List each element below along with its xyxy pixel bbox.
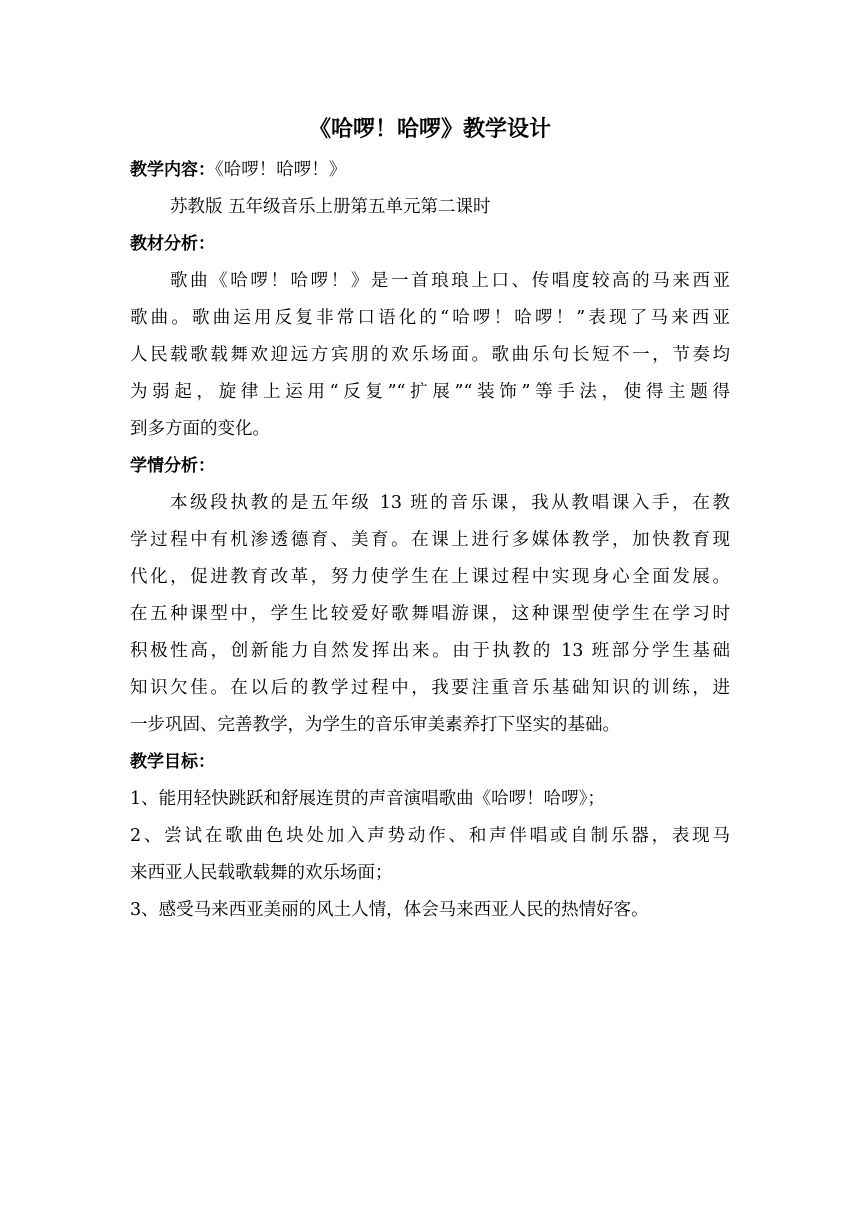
students-paragraph [130, 485, 730, 744]
analysis-line: 歌曲《哈啰！哈啰！》是一首琅琅上口、传唱度较高的马来西亚 [170, 271, 730, 291]
goals-heading: 教学目标： [130, 752, 215, 772]
document-title: 《哈啰！哈啰》教学设计 [308, 117, 551, 142]
students-heading: 学情分析： [130, 456, 215, 476]
students-line: 积极性高，创新能力自然发挥出来。由于执教的 13 班部分学生基础 [130, 641, 730, 661]
goal-item-1: 1、能用轻快跳跃和舒展连贯的声音演唱歌曲《哈啰！哈啰》； [130, 789, 605, 809]
analysis-line: 歌曲。歌曲运用反复非常口语化的“哈啰！哈啰！”表现了马来西亚 [130, 308, 730, 328]
students-line: 一步巩固、完善教学，为学生的音乐审美素养打下坚实的基础。 [130, 715, 620, 735]
teaching-content-line [130, 152, 730, 189]
goal-item-3: 3、感受马来西亚美丽的风土人情，体会马来西亚人民的热情好客。 [130, 900, 649, 920]
students-line: 知识欠佳。在以后的教学过程中，我要注重音乐基础知识的训练，进 [130, 678, 730, 698]
teaching-content-label: 教学内容： [130, 160, 215, 180]
analysis-line: 为弱起，旋律上运用“反复”“扩展”“装饰”等手法，使得主题得 [130, 382, 730, 402]
students-line: 代化，促进教育改革，努力使学生在上课过程中实现身心全面发展。 [130, 567, 730, 587]
goal-item-2 [130, 818, 730, 892]
students-line: 本级段执教的是五年级 13 班的音乐课，我从教唱课入手，在教 [170, 493, 730, 513]
goal-2-line: 2、尝试在歌曲色块处加入声势动作、和声伴唱或自制乐器，表现马 [130, 826, 730, 846]
analysis-heading: 教材分析： [130, 234, 215, 254]
analysis-line: 到多方面的变化。 [130, 419, 270, 439]
students-line: 在五种课型中，学生比较爱好歌舞唱游课，这种课型使学生在学习时 [130, 604, 730, 624]
students-line: 学过程中有机渗透德育、美育。在课上进行多媒体教学，加快教育现 [130, 530, 730, 550]
teaching-content-value: 《哈啰！哈啰！》 [215, 160, 347, 180]
analysis-line: 人民载歌载舞欢迎远方宾朋的欢乐场面。歌曲乐句长短不一，节奏均 [130, 345, 730, 365]
analysis-paragraph [130, 263, 730, 448]
document-page [130, 108, 730, 929]
edition-line: 苏教版 五年级音乐上册第五单元第二课时 [170, 197, 491, 217]
goal-2-line: 来西亚人民载歌载舞的欢乐场面； [130, 863, 393, 883]
